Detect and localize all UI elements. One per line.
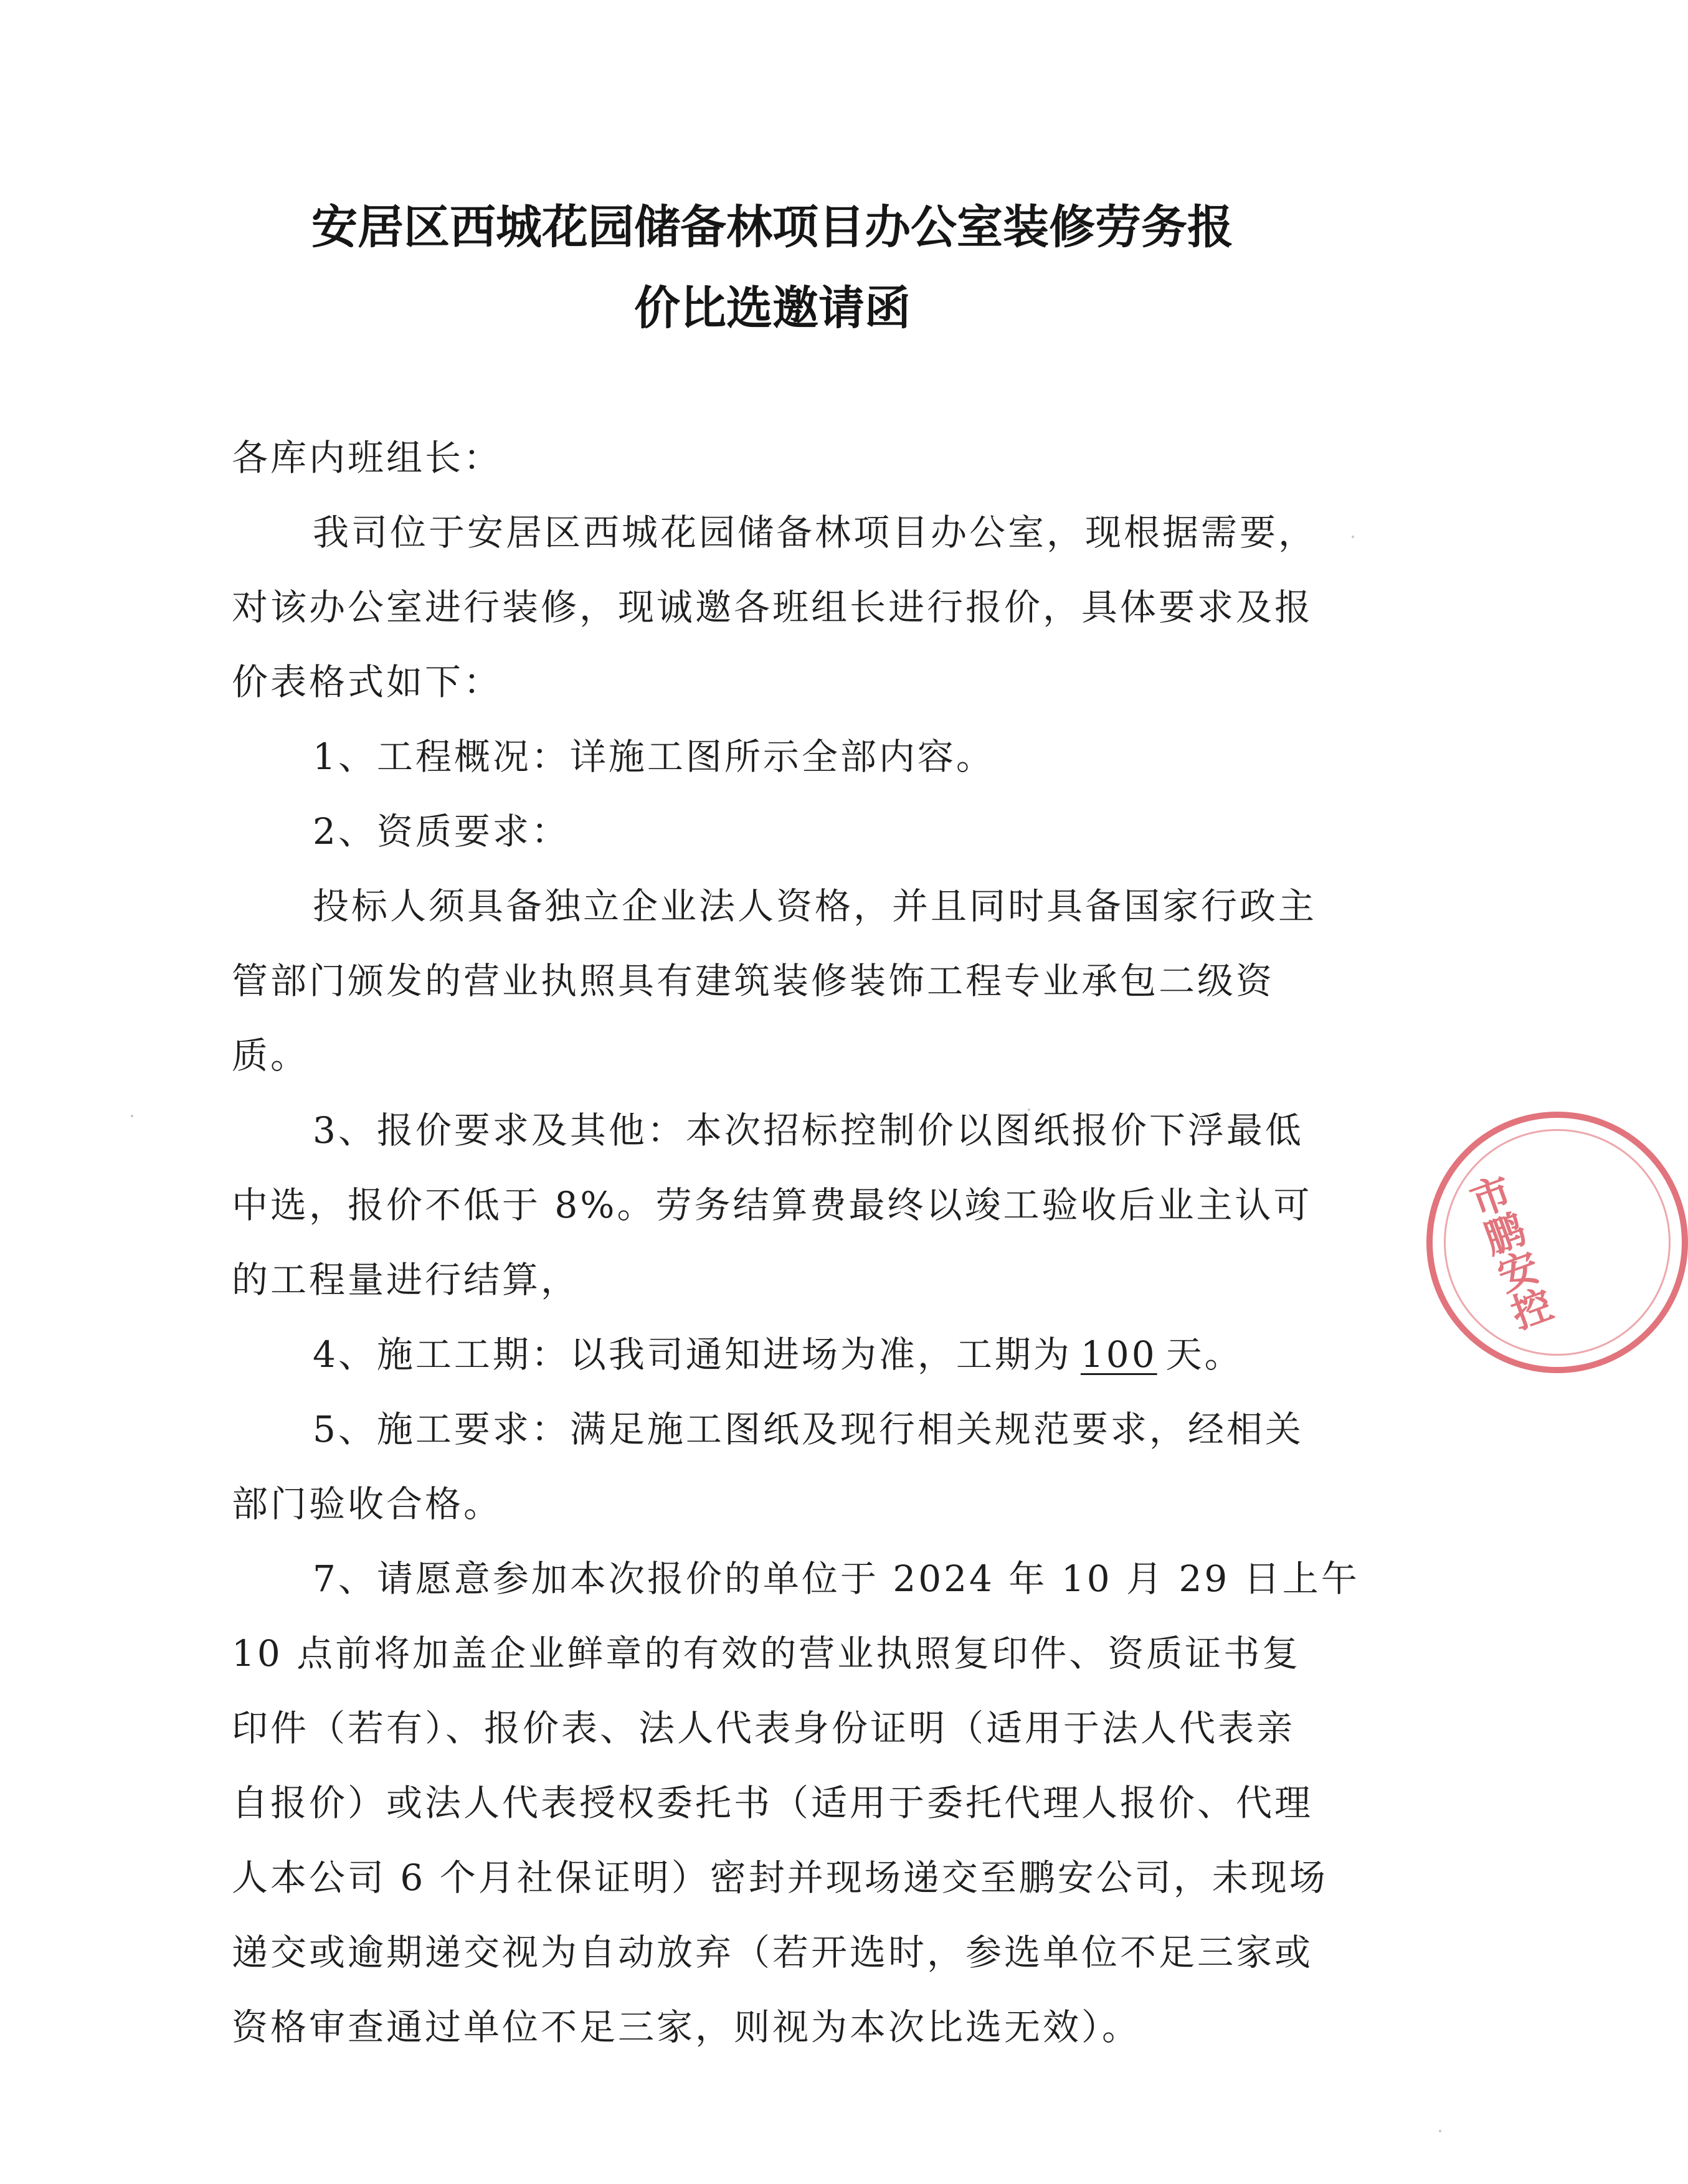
item-5-line-2: 部门验收合格。: [232, 1483, 503, 1525]
seal-text: 市鹏安控: [1458, 1170, 1557, 1336]
intro-line-3: 价表格式如下：: [232, 661, 503, 703]
scan-speck: [1439, 2130, 1441, 2132]
qualification-line-3: 质。: [232, 1034, 310, 1077]
item-3-line-3: 的工程量进行结算，: [232, 1259, 580, 1301]
scan-speck: [131, 1115, 133, 1117]
item-4-schedule: [232, 1317, 1328, 1392]
item-7-line-2: 10 点前将加盖企业鲜章的有效的营业执照复印件、资质证书复: [232, 1632, 1301, 1675]
qualification-line-2: 管部门颁发的营业执照具有建筑装修装饰工程专业承包二级资: [232, 960, 1275, 1002]
item-7-line-1: 7、请愿意参加本次报价的单位于 2024 年 10 月 29 日上午: [313, 1558, 1360, 1600]
item-5-line-1: 5、施工要求：满足施工图纸及现行相关规范要求，经相关: [313, 1408, 1304, 1450]
item-7-line-4: 自报价）或法人代表授权委托书（适用于委托代理人报价、代理: [232, 1782, 1314, 1824]
intro-line-2: 对该办公室进行装修，现诚邀各班组长进行报价，具体要求及报: [232, 586, 1314, 628]
item-7-line-5: 人本公司 6 个月社保证明）密封并现场递交至鹏安公司，未现场: [232, 1856, 1328, 1899]
scan-speck: [1028, 1109, 1030, 1111]
item-3-line-1: 3、报价要求及其他：本次招标控制价以图纸报价下浮最低: [313, 1109, 1304, 1151]
salutation: 各库内班组长：: [232, 437, 503, 479]
document-title: [187, 187, 1358, 349]
item-7-line-7: 资格审查通过单位不足三家，则视为本次比选无效）。: [232, 2006, 1141, 2048]
document-body: [232, 420, 1360, 2064]
company-seal-stamp: [1426, 1112, 1688, 1373]
item-4-days: 100: [1080, 1333, 1157, 1376]
title-line-2: 价比选邀请函: [634, 281, 911, 335]
item-1-project-overview: 1、工程概况：详施工图所示全部内容。: [313, 735, 995, 778]
item-4-suffix: 天。: [1165, 1333, 1243, 1376]
item-2-qualification-heading: 2、资质要求：: [313, 810, 570, 853]
scan-speck: [1352, 536, 1354, 538]
qualification-line-1: 投标人须具备独立企业法人资格，并且同时具备国家行政主: [313, 885, 1317, 927]
intro-line-1: 我司位于安居区西城花园储备林项目办公室，现根据需要，: [313, 511, 1317, 554]
item-7-line-6: 递交或逾期递交视为自动放弃（若开选时，参选单位不足三家或: [232, 1931, 1314, 1974]
title-line-1: 安居区西城花园储备林项目办公室装修劳务报: [311, 201, 1233, 254]
item-4-prefix: 4、施工工期：以我司通知进场为准，工期为: [313, 1333, 1072, 1376]
item-7-line-3: 印件（若有）、报价表、法人代表身份证明（适用于法人代表亲: [232, 1707, 1296, 1749]
item-3-line-2: 中选，报价不低于 8%。劳务结算费最终以竣工验收后业主认可: [232, 1184, 1312, 1226]
